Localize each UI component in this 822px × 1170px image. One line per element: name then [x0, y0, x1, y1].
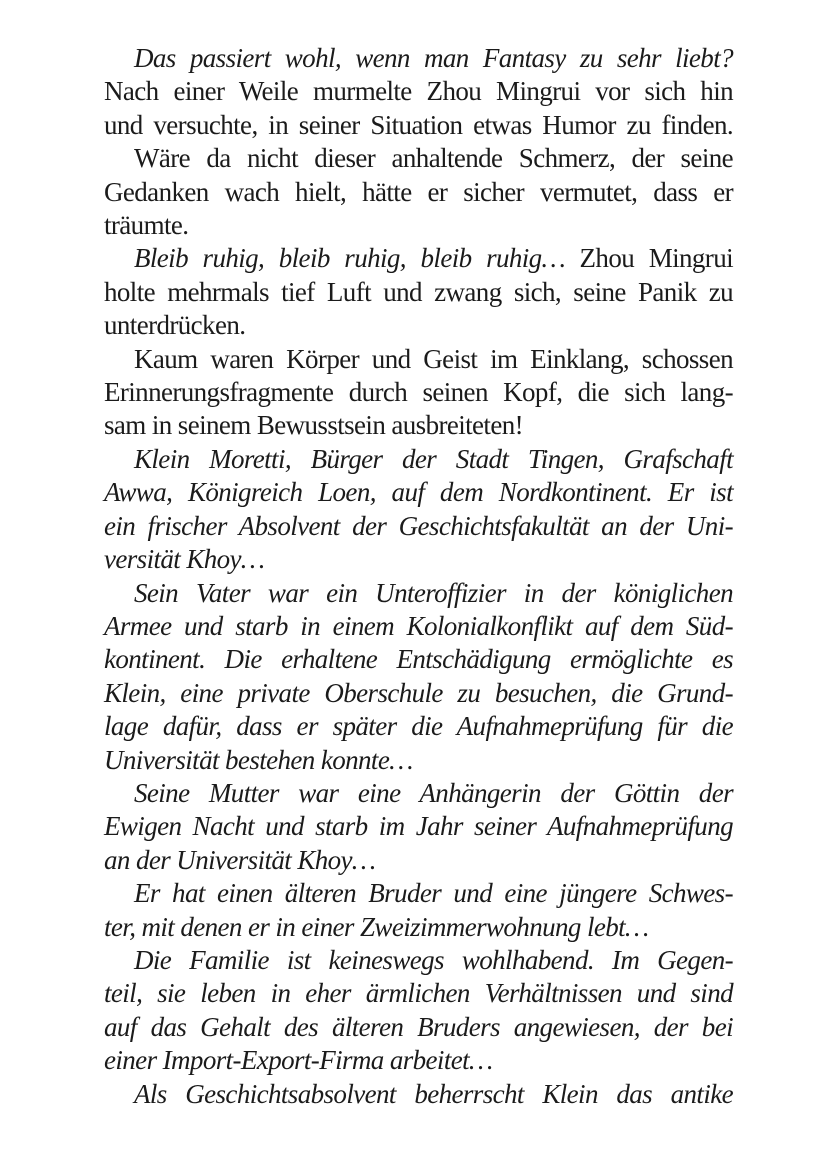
paragraph-8 [104, 877, 733, 944]
text-line [104, 810, 733, 843]
text-segment: Erinnerungsfragmente durch seinen Kopf, die sich lang- [104, 377, 733, 408]
text-line [104, 109, 733, 142]
text-line [104, 476, 733, 509]
text-line [104, 209, 733, 242]
text-line [104, 343, 733, 376]
text-line [104, 242, 733, 275]
italic-text-segment: Klein Moretti, Bürger der Stadt Tingen, Grafschaft [134, 443, 733, 474]
text-line [104, 977, 733, 1010]
paragraph-10 [104, 1078, 733, 1111]
text-line [104, 610, 733, 643]
italic-text-segment: Universität bestehen konnte… [104, 744, 413, 775]
paragraph-2 [104, 142, 733, 242]
text-line [104, 1011, 733, 1044]
text-line [104, 176, 733, 209]
text-line [104, 944, 733, 977]
page-text [104, 42, 733, 1111]
text-line [104, 911, 733, 944]
italic-text-segment: Als Geschichtsabsolvent beherrscht Klein das antike [134, 1078, 733, 1109]
text-line [104, 376, 733, 409]
italic-text-segment: Armee und starb in einem Kolonialkonflikt auf dem Süd- [104, 610, 733, 641]
italic-text-segment: einer Import-Export-Firma arbeitet… [104, 1045, 493, 1076]
text-line [104, 710, 733, 743]
italic-text-segment: Awwa, Königreich Loen, auf dem Nordkontinent. Er ist [104, 477, 733, 508]
text-line [104, 409, 733, 442]
text-segment: und versuchte, in seiner Situation etwas Humor zu finden. [104, 109, 733, 140]
italic-text-segment: auf das Gehalt des älteren Bruders angewiesen, der bei [104, 1011, 733, 1042]
text-line [104, 1078, 733, 1111]
text-segment: sam in seinem Bewusstsein ausbreiteten! [104, 410, 524, 441]
italic-text-segment: teil, sie leben in eher ärmlichen Verhältnissen und sind [104, 978, 733, 1009]
paragraph-4 [104, 343, 733, 443]
text-segment: Gedanken wach hielt, hätte er sicher vermutet, dass er [104, 176, 733, 207]
italic-text-segment: Ewigen Nacht und starb im Jahr seiner Aufnahmeprüfung [104, 811, 733, 842]
italic-text-segment: ein frischer Absolvent der Geschichtsfakultät an der Uni- [104, 510, 733, 541]
paragraph-7 [104, 777, 733, 877]
text-line [104, 844, 733, 877]
text-line [104, 643, 733, 676]
text-line [104, 1044, 733, 1077]
text-segment: unterdrücken. [104, 310, 246, 341]
text-line [104, 75, 733, 108]
text-segment: Kaum waren Körper und Geist im Einklang, schossen [134, 343, 733, 374]
italic-text-segment: Das passiert wohl, wenn man Fantasy zu sehr liebt? [134, 43, 733, 73]
text-segment: Nach einer Weile murmelte Zhou Mingrui vor sich hin [104, 76, 733, 107]
text-line [104, 510, 733, 543]
text-line [104, 577, 733, 610]
italic-text-segment: an der Universität Khoy… [104, 844, 376, 875]
text-line [104, 877, 733, 910]
italic-text-segment: Die Familie ist keineswegs wohlhabend. Im Gegen- [134, 944, 733, 975]
italic-text-segment: Klein, eine private Oberschule zu besuchen, die Grund- [104, 677, 733, 708]
italic-text-segment: Er hat einen älteren Bruder und eine jüngere Schwes- [134, 878, 733, 909]
italic-text-segment: Seine Mutter war eine Anhängerin der Göttin der [134, 777, 733, 808]
text-segment: Wäre da nicht dieser anhaltende Schmerz, der seine [134, 143, 733, 174]
paragraph-5 [104, 443, 733, 577]
text-segment: holte mehrmals tief Luft und zwang sich, seine Panik zu [104, 276, 733, 307]
text-line [104, 443, 733, 476]
text-segment: träumte. [104, 210, 189, 241]
text-line [104, 309, 733, 342]
paragraph-3 [104, 242, 733, 342]
italic-text-segment: lage dafür, dass er später die Aufnahmeprüfung für die [104, 711, 733, 742]
text-line [104, 677, 733, 710]
text-line [104, 142, 733, 175]
text-segment: Zhou Mingrui [564, 243, 733, 274]
text-line [104, 42, 733, 75]
text-line [104, 777, 733, 810]
text-line [104, 276, 733, 309]
italic-text-segment: Sein Vater war ein Unteroffizier in der königlichen [134, 577, 733, 608]
paragraph-9 [104, 944, 733, 1078]
text-line [104, 744, 733, 777]
italic-text-segment: versität Khoy… [104, 544, 265, 575]
italic-text-segment: kontinent. Die erhaltene Entschädigung ermöglichte es [104, 644, 733, 675]
paragraph-1 [104, 42, 733, 142]
text-line [104, 543, 733, 576]
italic-text-segment: ter, mit denen er in einer Zweizimmerwohnung lebt… [104, 911, 649, 942]
italic-text-segment: Bleib ruhig, bleib ruhig, bleib ruhig… [134, 243, 565, 274]
paragraph-6 [104, 577, 733, 777]
